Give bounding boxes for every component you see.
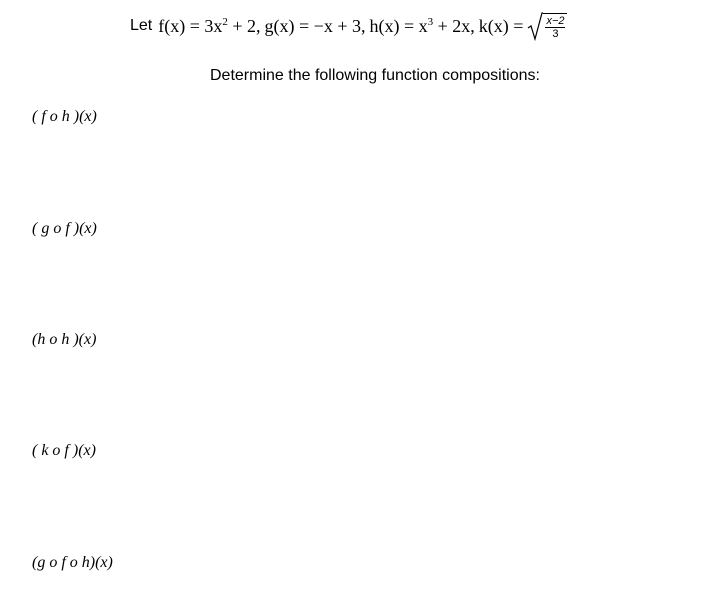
problem-h-o-h: (h o h )(x) [32,331,97,348]
f-definition: $f(x) = 3x^2 + 2$, [158,15,261,36]
instruction-text: Determine the following function compositions: [210,67,540,84]
radical-sign-icon [527,11,543,41]
square-root [527,11,567,41]
g-definition: g(x) = −x + 3, [264,15,366,36]
problem-k-o-f: ( k o f )(x) [32,442,96,459]
k-definition: k(x) = [478,15,524,36]
fraction-denominator: 3 [552,28,559,40]
problem-g-o-f: ( g o f )(x) [32,220,97,237]
fraction-numerator: x−2 [546,15,565,27]
function-definitions [130,8,567,44]
problem-f-o-h: ( f o h )(x) [32,108,97,125]
let-word: Let [130,17,153,34]
h-definition: $h(x) = x^3 + 2x$, [369,15,475,36]
problem-g-o-f-o-h: (g o f o h)(x) [32,554,113,571]
radicand-fraction [543,13,567,41]
